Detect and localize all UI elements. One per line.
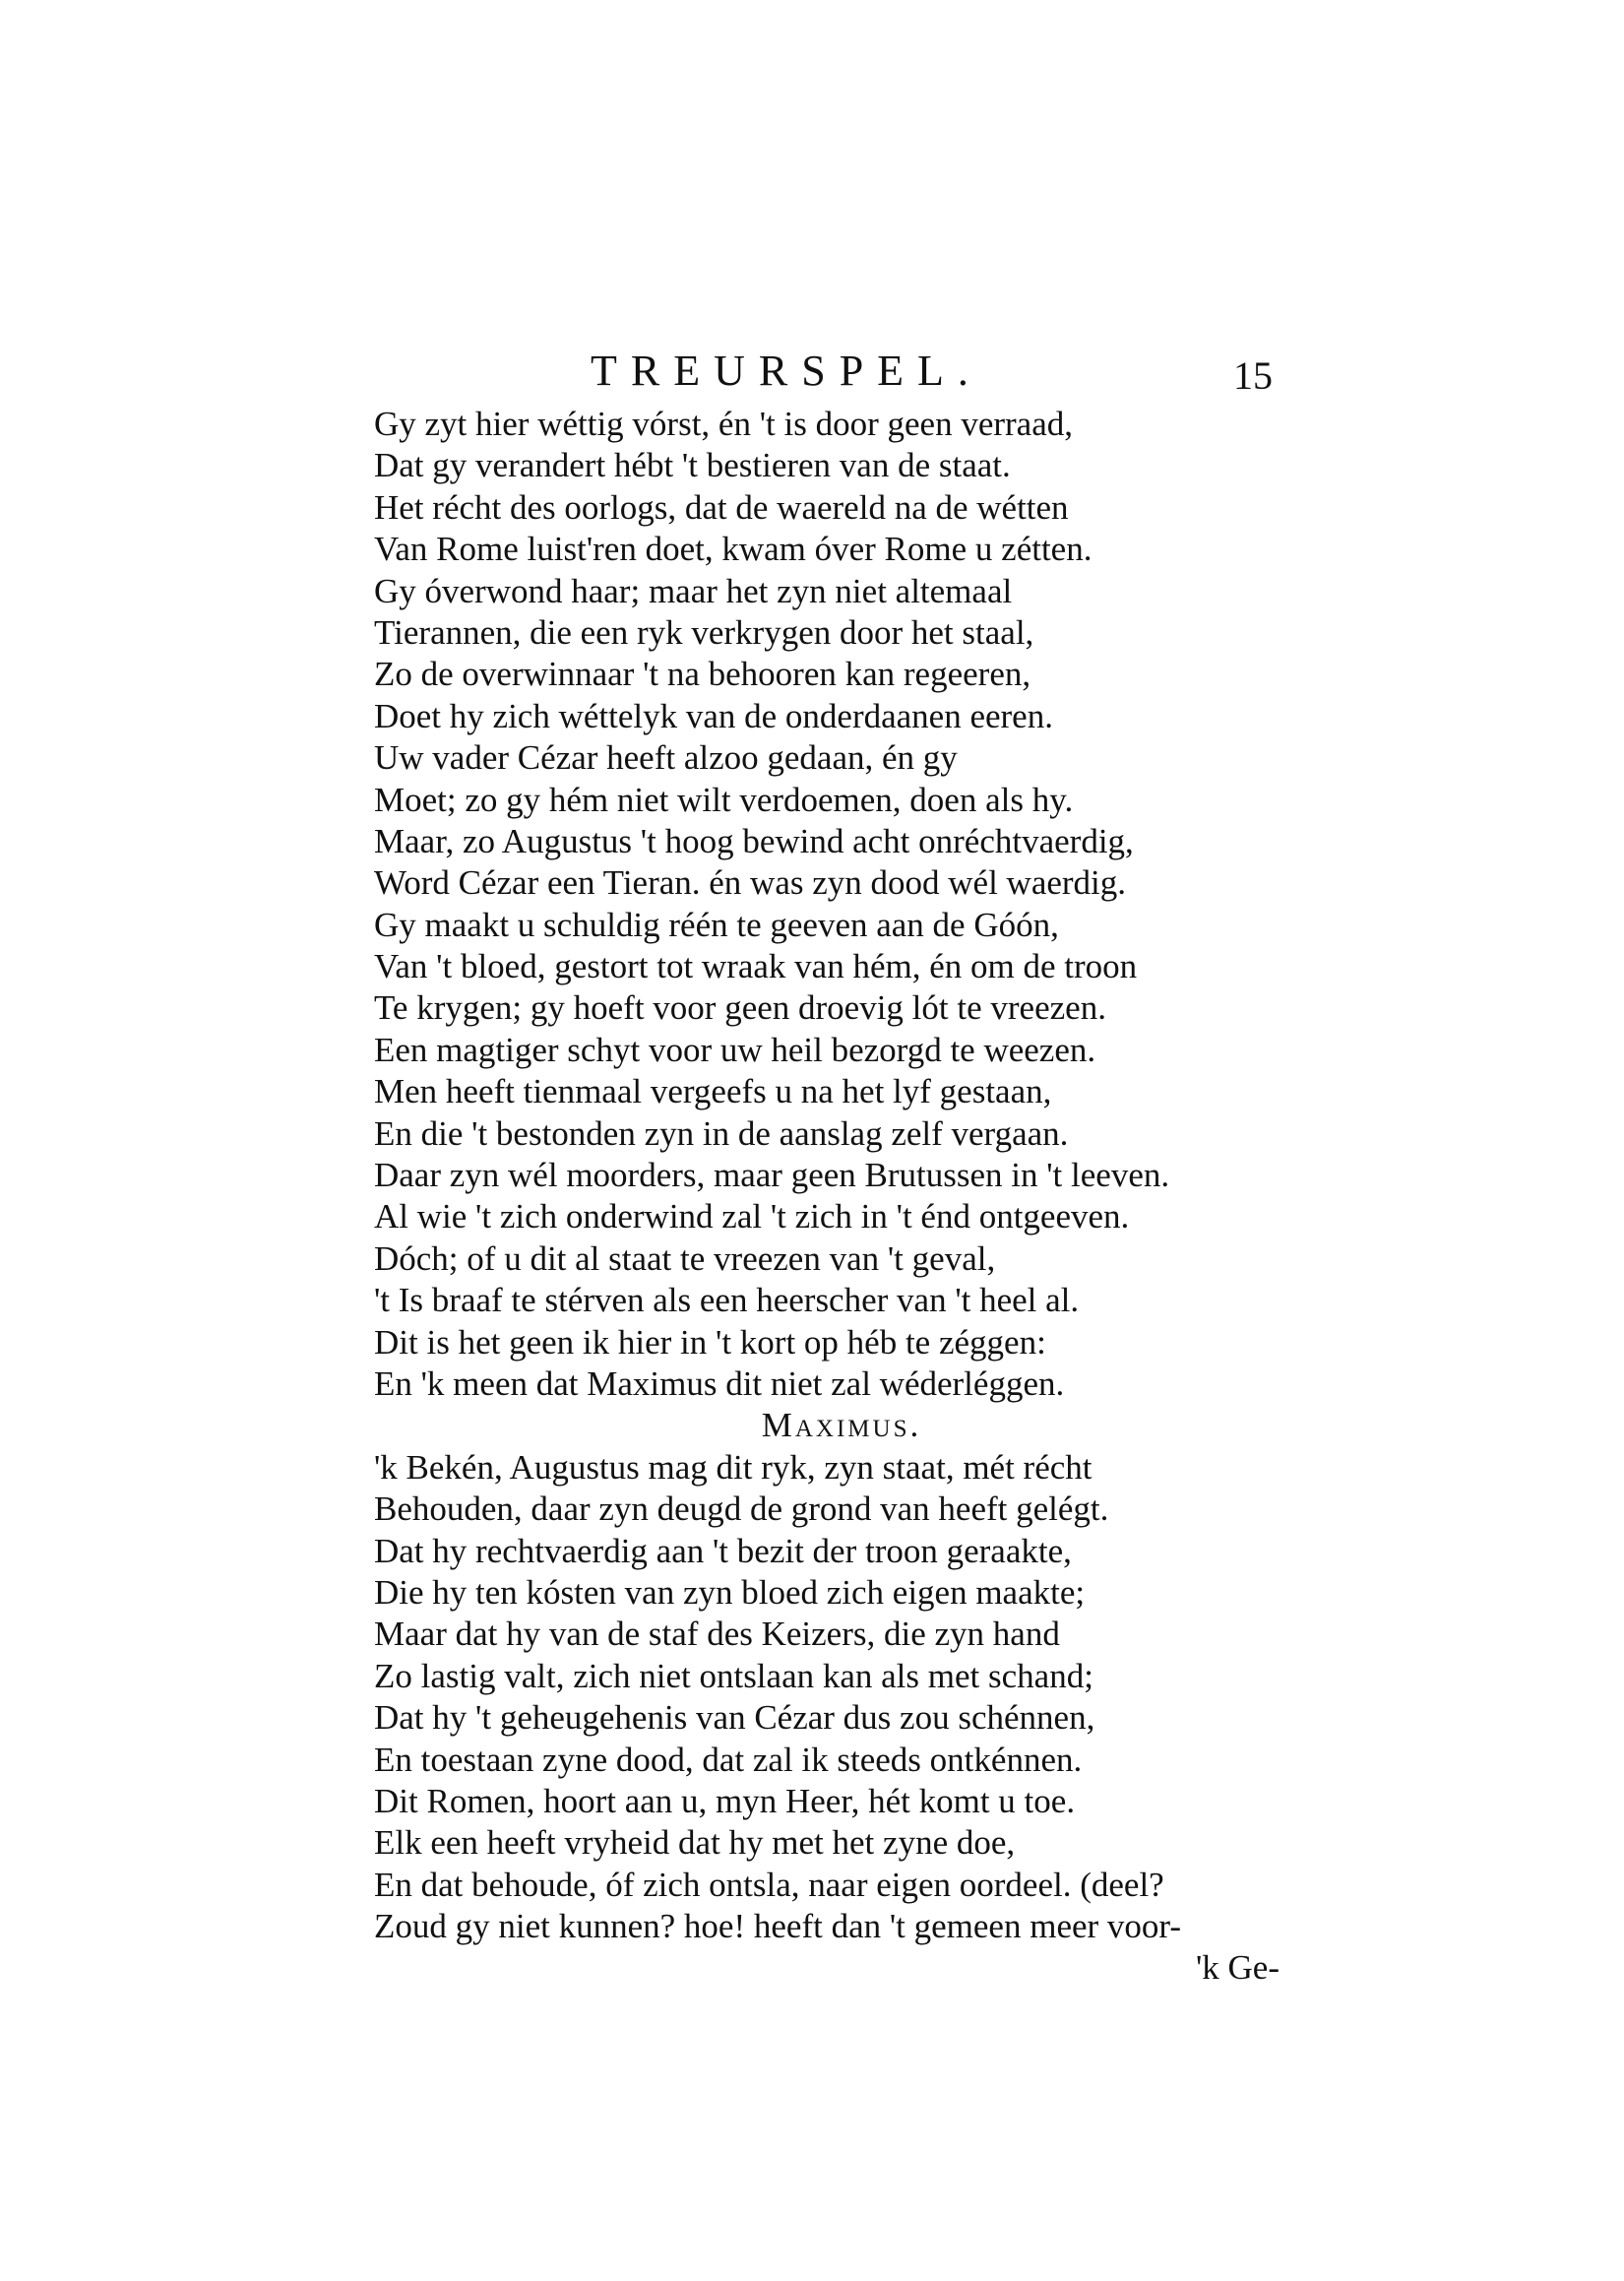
verse-line: Elk een heeft vryheid dat hy met het zyne doe, bbox=[374, 1823, 1016, 1863]
verse-line: Moet; zo gy hém niet wilt verdoemen, doen als hy. bbox=[374, 780, 1074, 819]
verse-line: Doet hy zich wéttelyk van de onderdaanen eeren. bbox=[374, 696, 1053, 735]
verse-line: Dat hy 't geheugehenis van Cézar dus zou schénnen, bbox=[374, 1698, 1095, 1738]
verse-line: Word Cézar een Tieran. én was zyn dood wél waerdig. bbox=[374, 863, 1127, 903]
verse-line: Dit is het geen ik hier in 't kort op héb te zéggen: bbox=[374, 1322, 1046, 1362]
verse-line: Gy maakt u schuldig réén te geeven aan de Góón, bbox=[374, 905, 1059, 944]
verse-line: Zo lastig valt, zich niet ontslaan kan als met schand; bbox=[374, 1656, 1093, 1695]
verse-line: Maar, zo Augustus 't hoog bewind acht onréchtvaerdig, bbox=[374, 821, 1134, 860]
verse-line: Daar zyn wél moorders, maar geen Brutussen in 't leeven. bbox=[374, 1156, 1170, 1195]
verse-line: Uw vader Cézar heeft alzoo gedaan, én gy bbox=[374, 738, 958, 778]
verse-line: En dat behoude, óf zich ontsla, naar eigen oordeel. (deel? bbox=[374, 1865, 1164, 1904]
speaker-heading: Maximus. bbox=[761, 1406, 922, 1445]
page-number: 15 bbox=[1233, 353, 1273, 398]
verse-line: Gy zyt hier wéttig vórst, én 't is door geen verraad, bbox=[374, 405, 1073, 443]
running-head: TREURSPEL. bbox=[591, 347, 982, 395]
verse-line: Zoud gy niet kunnen? hoe! heeft dan 't gemeen meer voor- bbox=[374, 1907, 1182, 1946]
verse-line: Behouden, daar zyn deugd de grond van heeft gelégt. bbox=[374, 1489, 1109, 1529]
verse-text bbox=[374, 404, 1280, 1990]
verse-line: Een magtiger schyt voor uw heil bezorgd te weezen. bbox=[374, 1030, 1096, 1069]
verse-line: Men heeft tienmaal vergeefs u na het lyf gestaan, bbox=[374, 1072, 1052, 1111]
verse-line: Dit Romen, hoort aan u, myn Heer, hét komt u toe. bbox=[374, 1781, 1076, 1820]
verse-line: Het récht des oorlogs, dat de waereld na de wétten bbox=[374, 487, 1069, 527]
verse-line: En toestaan zyne dood, dat zal ik steeds ontkénnen. bbox=[374, 1740, 1083, 1779]
verse-line: Die hy ten kósten van zyn bloed zich eigen maakte; bbox=[374, 1572, 1086, 1612]
verse-line: Dat gy verandert hébt 't bestieren van de staat. bbox=[374, 446, 1011, 485]
verse-line: En 'k meen dat Maximus dit niet zal wéderléggen. bbox=[374, 1363, 1065, 1403]
verse-line: Te krygen; gy hoeft voor geen droevig lót te vreezen. bbox=[374, 988, 1106, 1028]
catchword: 'k Ge- bbox=[1195, 1948, 1280, 1988]
verse-line: Al wie 't zich onderwind zal 't zich in 't énd ontgeeven. bbox=[374, 1197, 1130, 1236]
verse-line: 'k Bekén, Augustus mag dit ryk, zyn staat, mét récht bbox=[374, 1447, 1093, 1487]
verse-line: Dat hy rechtvaerdig aan 't bezit der troon geraakte, bbox=[374, 1531, 1072, 1570]
verse-line: Van 't bloed, gestort tot wraak van hém, én om de troon bbox=[374, 947, 1138, 986]
verse-line: 't Is braaf te stérven als een heerscher van 't heel al. bbox=[374, 1281, 1080, 1320]
verse-line: Gy óverwond haar; maar het zyn niet altemaal bbox=[374, 571, 1013, 610]
verse-line: En die 't bestonden zyn in de aanslag zelf vergaan. bbox=[374, 1113, 1069, 1153]
verse-line: Tierannen, die een ryk verkrygen door het staal, bbox=[374, 612, 1034, 652]
verse-line: Zo de overwinnaar 't na behooren kan regeeren, bbox=[374, 655, 1031, 694]
verse-line: Dóch; of u dit al staat te vreezen van 't geval, bbox=[374, 1238, 996, 1278]
verse-line: Van Rome luist'ren doet, kwam óver Rome u zétten. bbox=[374, 530, 1093, 569]
verse-line: Maar dat hy van de staf des Keizers, die zyn hand bbox=[374, 1615, 1060, 1654]
